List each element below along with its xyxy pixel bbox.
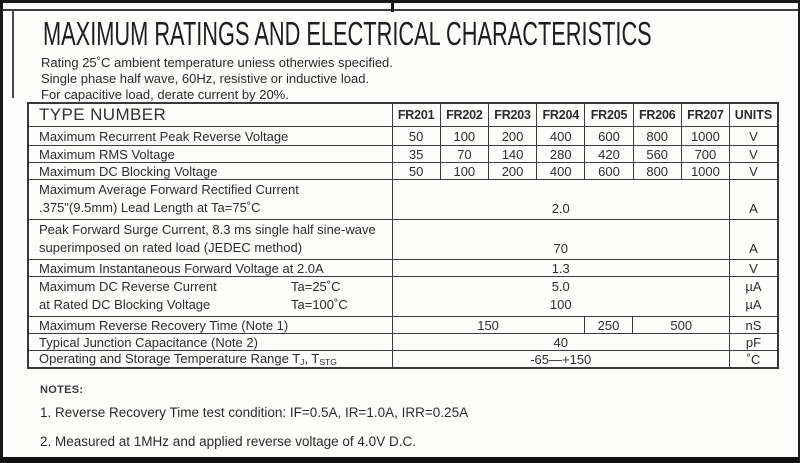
condition-line: Single phase half wave, 60Hz, resistive or inductive load. (41, 71, 370, 86)
value-cell: 1000 (681, 127, 729, 145)
value-cell: 420 (584, 146, 632, 162)
left-rule-stub (12, 10, 14, 98)
column-header-fr202: FR202 (440, 104, 488, 126)
unit-cell: A (749, 241, 758, 256)
value-cell: 560 (633, 146, 681, 162)
row-label-line1: Peak Forward Surge Current, 8.3 ms single half sine-wave (39, 222, 376, 237)
merged-value-cell: 100 (549, 297, 572, 312)
row-label-line2: at Rated DC Blocking Voltage (39, 297, 211, 312)
note-item: 1. Reverse Recovery Time test condition: IF=0.5A, IR=1.0A, IRR=0.25A (40, 405, 469, 420)
span-value-cell-fr205: 250 (585, 317, 634, 333)
merged-value-cell: 1.3 (551, 260, 570, 276)
value-cell: 800 (633, 163, 681, 179)
merged-value-cell: 70 (553, 241, 568, 256)
span-value-cell-fr201-fr204: 150 (393, 317, 585, 333)
merged-value-cell: 40 (553, 334, 568, 350)
table-row-junction-capacitance (29, 333, 777, 350)
row-label: Typical Junction Capacitance (Note 2) (29, 334, 393, 350)
value-cell: 35 (408, 146, 424, 162)
value-cell: 70 (440, 146, 488, 162)
condition-line: Rating 25˚C ambient temperature uniess otherwies specified. (41, 55, 393, 70)
merged-value-cell: 5.0 (551, 279, 570, 294)
units-header: UNITS (734, 108, 773, 122)
value-cell: 400 (536, 127, 584, 145)
table-row-avg-forward-current (29, 179, 777, 219)
table-row-dc-blocking (29, 162, 777, 179)
column-header-fr206: FR206 (633, 104, 681, 126)
unit-cell: µA (745, 279, 762, 294)
note-item: 2. Measured at 1MHz and applied reverse voltage of 4.0V D.C. (40, 434, 416, 449)
unit-cell: pF (745, 334, 762, 350)
top-border-notch (391, 3, 394, 12)
value-cell: 700 (681, 146, 729, 162)
value-cell: 1000 (681, 163, 729, 179)
unit-cell: V (749, 163, 758, 179)
unit-cell: ˚C (746, 351, 761, 367)
column-header-fr207: FR207 (681, 104, 729, 126)
top-rule-line (3, 9, 798, 11)
table-header-row (29, 104, 777, 126)
span-value-cell-fr206-fr207: 500 (670, 317, 693, 333)
unit-cell: nS (745, 317, 762, 333)
value-cell: 600 (584, 163, 632, 179)
column-header-fr201: FR201 (397, 108, 435, 122)
value-cell: 280 (536, 146, 584, 162)
column-header-fr204: FR204 (536, 104, 584, 126)
row-label-line1: Maximum DC Reverse Current (39, 279, 217, 294)
column-header-fr203: FR203 (488, 104, 536, 126)
table-row-temp-range (29, 350, 777, 367)
row-label: Maximum Instantaneous Forward Voltage at 2.0A (29, 260, 393, 276)
notes-heading: NOTES: (40, 384, 84, 396)
row-label-line1: Maximum Average Forward Rectified Current (39, 182, 299, 197)
value-cell: 100 (440, 127, 488, 145)
table-row-recovery-time (29, 316, 777, 333)
row-label: Maximum Reverse Recovery Time (Note 1) (29, 317, 393, 333)
table-row-rms (29, 145, 777, 162)
part-columns (393, 104, 731, 126)
table-row-forward-voltage (29, 259, 777, 276)
value-cell: 400 (536, 163, 584, 179)
value-cell: 50 (408, 128, 424, 144)
value-cell: 200 (488, 163, 536, 179)
value-cell: 50 (408, 163, 424, 179)
condition-ta100: Ta=100˚C (291, 297, 348, 312)
condition-line: For capacitive load, derate current by 20%. (41, 87, 289, 102)
value-cell: 600 (584, 127, 632, 145)
ratings-table (27, 102, 779, 369)
unit-cell: V (749, 146, 758, 162)
condition-ta25: Ta=25˚C (291, 279, 341, 294)
unit-cell: V (749, 128, 758, 144)
type-number-header: TYPE NUMBER (29, 104, 393, 126)
unit-cell: A (749, 201, 758, 216)
table-row-reverse-current (29, 276, 777, 316)
row-label: Maximum Recurrent Peak Reverse Voltage (29, 127, 393, 145)
merged-value-cell: -65—+150 (530, 351, 592, 367)
value-cell: 140 (488, 146, 536, 162)
value-cell: 200 (488, 127, 536, 145)
merged-value-cell: 2.0 (551, 201, 570, 216)
table-row-recurrent-peak (29, 126, 777, 145)
row-label: Maximum DC Blocking Voltage (29, 163, 393, 179)
row-label-line2: superimposed on rated load (JEDEC method) (39, 240, 303, 255)
table-row-surge-current (29, 219, 777, 259)
column-header-fr205: FR205 (584, 104, 632, 126)
row-label: Maximum RMS Voltage (29, 146, 393, 162)
unit-cell: V (749, 260, 758, 276)
row-label: Operating and Storage Temperature Range $T_J$, $T_{STG}$ (39, 351, 337, 367)
value-cell: 100 (440, 163, 488, 179)
page-title: MAXIMUM RATINGS AND ELECTRICAL CHARACTERISTICS (43, 15, 652, 52)
value-cell: 800 (633, 127, 681, 145)
test-conditions (41, 55, 393, 103)
unit-cell: µA (745, 297, 762, 312)
row-label-line2: .375"(9.5mm) Lead Length at Ta=75˚C (39, 200, 261, 215)
